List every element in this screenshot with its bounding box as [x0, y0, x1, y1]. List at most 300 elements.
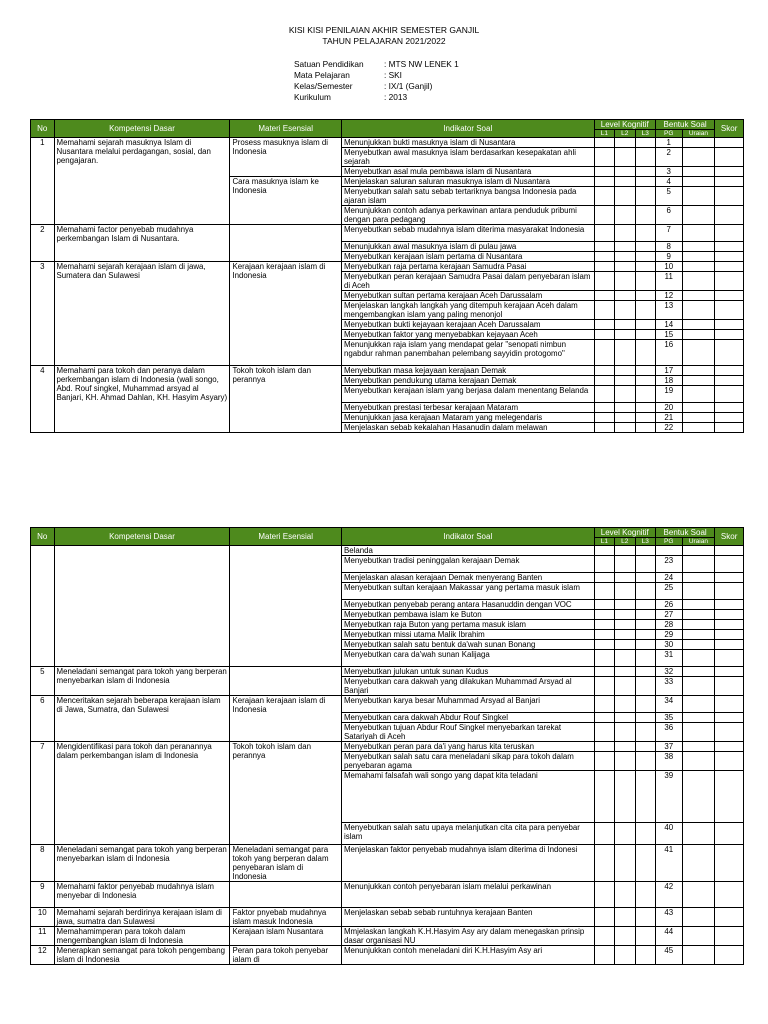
level-cell [594, 403, 614, 413]
meta-key: Satuan Pendidikan [294, 59, 364, 69]
level-cell [615, 556, 635, 573]
skor-cell [715, 340, 744, 366]
level-cell [635, 630, 655, 640]
skor-cell [715, 583, 744, 600]
indicator-continuation: Belanda [341, 546, 594, 556]
indicator-cell: Menyebutkan sultan pertama kerajaan Aceh Darussalam [341, 291, 594, 301]
skor-cell [715, 413, 744, 423]
kompetensi-dasar-cell: Memahami factor penyebab mudahnya perkembangan Islam di Nusantara. [54, 225, 230, 262]
skor-cell [715, 640, 744, 650]
level-cell [615, 376, 635, 386]
level-cell [635, 723, 655, 742]
skor-cell [715, 423, 744, 433]
row-number: 8 [31, 845, 55, 882]
level-cell [615, 423, 635, 433]
level-cell [635, 376, 655, 386]
skor-cell [715, 376, 744, 386]
indicator-cell: Memahami falsafah wali songo yang dapat kita teladani [341, 771, 594, 823]
meta-row [294, 70, 459, 81]
pg-number: 21 [655, 413, 682, 423]
materi-esensial-cell [230, 225, 341, 262]
uraian-cell [682, 696, 715, 713]
level-cell [594, 845, 614, 882]
row-number: 4 [31, 366, 55, 433]
level-cell [615, 206, 635, 225]
skor-cell [715, 252, 744, 262]
skor-cell [715, 882, 744, 908]
level-cell [594, 225, 614, 242]
header-kompetensi-dasar: Kompetensi Dasar [54, 528, 230, 546]
level-cell [594, 167, 614, 177]
materi-esensial-cell: Tokoh tokoh islam dan perannya [230, 366, 341, 433]
level-cell [635, 138, 655, 148]
level-cell [615, 366, 635, 376]
level-cell [635, 742, 655, 752]
uraian-cell [682, 206, 715, 225]
kompetensi-dasar-cell [54, 546, 230, 667]
kompetensi-dasar-cell: Memahami sejarah masuknya Islam di Nusantara melalui perdagangan, sosial, dan pengajaran. [54, 138, 230, 225]
level-cell [594, 573, 614, 583]
header-bentuk-soal: Bentuk Soal [655, 120, 714, 130]
materi-esensial-cell: Kerajaan kerajaan islam di Indonesia [230, 262, 341, 366]
pg-number: 23 [655, 556, 682, 573]
row-number: 5 [31, 667, 55, 696]
uraian-cell [682, 138, 715, 148]
header-materi-esensial: Materi Esensial [230, 120, 341, 138]
level-cell [615, 610, 635, 620]
table-body-page-1 [31, 138, 744, 433]
pg-number: 28 [655, 620, 682, 630]
pg-number: 4 [655, 177, 682, 187]
level-cell [635, 340, 655, 366]
header-l2: L2 [615, 130, 635, 138]
table-row [31, 927, 744, 946]
indicator-cell: Menyebutkan peran para da'i yang harus kita teruskan [341, 742, 594, 752]
header-pg: PG [655, 130, 682, 138]
uraian-cell [682, 630, 715, 640]
indicator-cell: Menjelaskan saluran saluran masuknya islam di Nusantara [341, 177, 594, 187]
indicator-cell: Menjelaskan faktor penyebab mudahnya islam diterima di Indonesi [341, 845, 594, 882]
pg-number: 16 [655, 340, 682, 366]
level-cell [615, 600, 635, 610]
level-cell [615, 640, 635, 650]
pg-number: 7 [655, 225, 682, 242]
level-cell [615, 696, 635, 713]
table-row [31, 225, 744, 242]
pg-number: 33 [655, 677, 682, 696]
level-cell [594, 242, 614, 252]
grid-table-page-1 [30, 119, 744, 433]
level-cell [594, 908, 614, 927]
indicator-cell: Menyebutkan pembawa islam ke Buton [341, 610, 594, 620]
level-cell [615, 413, 635, 423]
level-cell [635, 882, 655, 908]
level-cell [615, 752, 635, 771]
level-cell [615, 252, 635, 262]
meta-value: : MTS NW LENEK 1 [384, 59, 459, 69]
indicator-cell: Menunjukkan awal masuknya islam di pulau jawa [341, 242, 594, 252]
materi-esensial-cell: Kerajaan kerajaan islam di Indonesia [230, 696, 341, 742]
indicator-cell: Menyebutkan cara da'wah sunan Kalijaga [341, 650, 594, 667]
skor-cell [715, 667, 744, 677]
level-cell [594, 556, 614, 573]
level-cell [635, 301, 655, 320]
uraian-cell [682, 291, 715, 301]
level-cell [635, 187, 655, 206]
level-cell [615, 620, 635, 630]
uraian-cell [682, 752, 715, 771]
header-level-kognitif: Level Kognitif [594, 120, 655, 130]
indicator-cell: Menyebutkan pendukung utama kerajaan Demak [341, 376, 594, 386]
pg-number: 15 [655, 330, 682, 340]
level-cell [594, 262, 614, 272]
level-cell [615, 330, 635, 340]
pg-number: 34 [655, 696, 682, 713]
level-cell [635, 752, 655, 771]
uraian-cell [682, 320, 715, 330]
indicator-cell: Menyebutkan salah satu sebab tertariknya bangsa Indonesia pada ajaran islam [341, 187, 594, 206]
indicator-cell: Menyebutkan faktor yang menyebabkan kejayaan Aceh [341, 330, 594, 340]
level-cell [635, 908, 655, 927]
pg-number: 24 [655, 573, 682, 583]
pg-number: 18 [655, 376, 682, 386]
header-l3: L3 [635, 538, 655, 546]
level-cell [635, 610, 655, 620]
uraian-cell [682, 713, 715, 723]
skor-cell [715, 546, 744, 556]
level-cell [594, 376, 614, 386]
uraian-cell [682, 386, 715, 403]
indicator-cell: Menyebutkan salah satu upaya melanjutkan cita cita para penyebar islam [341, 823, 594, 845]
header-bentuk-soal: Bentuk Soal [655, 528, 714, 538]
pg-number: 11 [655, 272, 682, 291]
indicator-cell: Menyebutkan salah satu cara meneladani sikap para tokoh dalam penyebaran agama [341, 752, 594, 771]
table-header [31, 120, 744, 138]
uraian-cell [682, 771, 715, 823]
pg-number: 36 [655, 723, 682, 742]
skor-cell [715, 742, 744, 752]
level-cell [635, 946, 655, 965]
skor-cell [715, 225, 744, 242]
level-cell [635, 403, 655, 413]
level-cell [635, 927, 655, 946]
skor-cell [715, 301, 744, 320]
header-skor: Skor [715, 120, 744, 138]
skor-cell [715, 713, 744, 723]
uraian-cell [682, 946, 715, 965]
skor-cell [715, 610, 744, 620]
indicator-cell: Menjelaskan sebab kekalahan Hasanudin dalam melawan [341, 423, 594, 433]
level-cell [615, 771, 635, 823]
header-l3: L3 [635, 130, 655, 138]
uraian-cell [682, 262, 715, 272]
uraian-cell [682, 677, 715, 696]
level-cell [594, 723, 614, 742]
row-number: 2 [31, 225, 55, 262]
uraian-cell [682, 330, 715, 340]
pg-number: 31 [655, 650, 682, 667]
pg-number: 32 [655, 667, 682, 677]
level-cell [615, 723, 635, 742]
pg-number: 13 [655, 301, 682, 320]
pg-number: 2 [655, 148, 682, 167]
table-row [31, 742, 744, 752]
indicator-cell: Menyebutkan kerajaan islam yang berjasa dalam menentang Belanda [341, 386, 594, 403]
header-l2: L2 [615, 538, 635, 546]
level-cell [594, 413, 614, 423]
header-materi-esensial: Materi Esensial [230, 528, 341, 546]
materi-esensial-cell: Cara masuknya islam ke Indonesia [230, 177, 341, 225]
level-cell [594, 366, 614, 376]
skor-cell [715, 723, 744, 742]
level-cell [594, 206, 614, 225]
level-cell [594, 667, 614, 677]
uraian-cell [682, 413, 715, 423]
skor-cell [715, 927, 744, 946]
skor-cell [715, 366, 744, 376]
indicator-cell: Menunjukkan contoh adanya perkawinan antara penduduk pribumi dengan para pedagang [341, 206, 594, 225]
level-cell [594, 291, 614, 301]
indicator-cell: Menyebutkan karya besar Muhammad Arsyad al Banjari [341, 696, 594, 713]
uraian-cell [682, 845, 715, 882]
pg-number: 3 [655, 167, 682, 177]
level-cell [594, 927, 614, 946]
indicator-cell: Menyebutkan cara dakwah yang dilakukan Muhammad Arsyad al Banjari [341, 677, 594, 696]
kompetensi-dasar-cell: Meneladani semangat para tokoh yang berperan menyebarkan islam di Indonesia [54, 845, 230, 882]
table-body-page-2 [31, 546, 744, 965]
level-cell [594, 386, 614, 403]
level-cell [594, 546, 614, 556]
indicator-cell: Menyebutkan sebab mudahnya islam diterima masyarakat Indonesia [341, 225, 594, 242]
kompetensi-dasar-cell: Menceritakan sejarah beberapa kerajaan islam di Jawa, Sumatra, dan Sulawesi [54, 696, 230, 742]
level-cell [594, 252, 614, 262]
row-number: 12 [31, 946, 55, 965]
row-number: 10 [31, 908, 55, 927]
level-cell [635, 386, 655, 403]
pg-number: 17 [655, 366, 682, 376]
indicator-cell: Menyebutkan kerajaan islam pertama di Nusantara [341, 252, 594, 262]
level-cell [635, 225, 655, 242]
pg-number: 41 [655, 845, 682, 882]
level-cell [635, 206, 655, 225]
indicator-cell: Menyebutkan penyebab perang antara Hasanuddin dengan VOC [341, 600, 594, 610]
level-cell [594, 177, 614, 187]
skor-cell [715, 291, 744, 301]
pg-number: 45 [655, 946, 682, 965]
uraian-cell [682, 252, 715, 262]
level-cell [635, 640, 655, 650]
kompetensi-dasar-cell: Memahami para tokoh dan peranya dalam perkembangan islam di Indonesia (wali songo, Abd. Rouf singkel, Muhammad arsyad al Banjari, KH. Ahmad Dahlan, KH. Hasyim Asyary) [54, 366, 230, 433]
uraian-cell [682, 177, 715, 187]
level-cell [594, 713, 614, 723]
level-cell [635, 620, 655, 630]
skor-cell [715, 167, 744, 177]
indicator-cell: Mmjelaskan langkah K.H.Hasyim Asy ary dalam menegaskan prinsip dasar organisasi NU [341, 927, 594, 946]
pg-number: 38 [655, 752, 682, 771]
indicator-cell: Menyebutkan sultan kerajaan Makassar yang pertama masuk islam [341, 583, 594, 600]
pg-number: 26 [655, 600, 682, 610]
pg-number: 25 [655, 583, 682, 600]
skor-cell [715, 148, 744, 167]
header-uraian: Uraian [682, 130, 715, 138]
uraian-cell [682, 556, 715, 573]
level-cell [594, 138, 614, 148]
level-cell [615, 138, 635, 148]
level-cell [594, 946, 614, 965]
uraian-cell [682, 423, 715, 433]
header-l1: L1 [594, 538, 614, 546]
level-cell [635, 600, 655, 610]
level-cell [615, 546, 635, 556]
skor-cell [715, 138, 744, 148]
level-cell [635, 262, 655, 272]
meta-row [294, 81, 459, 92]
indicator-cell: Menyebutkan awal masuknya islam berdasarkan kesepakatan ahli sejarah [341, 148, 594, 167]
level-cell [594, 187, 614, 206]
skor-cell [715, 620, 744, 630]
indicator-cell: Menjelaskan sebab sebab runtuhnya kerajaan Banten [341, 908, 594, 927]
indicator-cell: Menyebutkan masa kejayaan kerajaan Demak [341, 366, 594, 376]
indicator-cell: Menyebutkan cara dakwah Abdur Rouf Singkel [341, 713, 594, 723]
level-cell [594, 148, 614, 167]
row-number: 11 [31, 927, 55, 946]
uraian-cell [682, 742, 715, 752]
level-cell [615, 272, 635, 291]
grid-table-page-2 [30, 527, 744, 965]
document-subtitle: TAHUN PELAJARAN 2021/2022 [322, 36, 446, 46]
level-cell [615, 177, 635, 187]
uraian-cell [682, 167, 715, 177]
materi-esensial-cell [230, 546, 341, 667]
header-indikator-soal: Indikator Soal [341, 528, 594, 546]
pg-number: 14 [655, 320, 682, 330]
level-cell [594, 583, 614, 600]
indicator-cell: Menyebutkan tujuan Abdur Rouf Singkel menyebarkan tarekat Satariyah di Aceh [341, 723, 594, 742]
level-cell [615, 340, 635, 366]
level-cell [615, 291, 635, 301]
meta-row [294, 92, 459, 103]
level-cell [594, 320, 614, 330]
indicator-cell: Menjelaskan langkah langkah yang ditempuh kerajaan Aceh dalam mengembangkan islam yang paling menonjol [341, 301, 594, 320]
skor-cell [715, 908, 744, 927]
kompetensi-dasar-cell: Meneladani semangat para tokoh yang berperan menyebarkan islam di Indonesia [54, 667, 230, 696]
uraian-cell [682, 376, 715, 386]
uraian-cell [682, 610, 715, 620]
level-cell [635, 423, 655, 433]
level-cell [635, 677, 655, 696]
level-cell [615, 301, 635, 320]
row-number: 6 [31, 696, 55, 742]
level-cell [615, 403, 635, 413]
materi-esensial-cell [230, 882, 341, 908]
uraian-cell [682, 640, 715, 650]
skor-cell [715, 823, 744, 845]
level-cell [635, 272, 655, 291]
header-uraian: Uraian [682, 538, 715, 546]
level-cell [615, 667, 635, 677]
level-cell [594, 620, 614, 630]
materi-esensial-cell: Faktor pnyebab mudahnya islam masuk Indonesia [230, 908, 341, 927]
skor-cell [715, 573, 744, 583]
header-level-kognitif: Level Kognitif [594, 528, 655, 538]
uraian-cell [682, 573, 715, 583]
level-cell [594, 823, 614, 845]
pg-number [655, 546, 682, 556]
level-cell [615, 187, 635, 206]
level-cell [615, 242, 635, 252]
level-cell [594, 677, 614, 696]
uraian-cell [682, 927, 715, 946]
table-row [31, 546, 744, 556]
uraian-cell [682, 225, 715, 242]
uraian-cell [682, 272, 715, 291]
table-row [31, 908, 744, 927]
pg-number: 9 [655, 252, 682, 262]
indicator-cell: Menyebutkan missi utama Malik Ibrahim [341, 630, 594, 640]
indicator-cell: Menyebutkan julukan untuk sunan Kudus [341, 667, 594, 677]
uraian-cell [682, 242, 715, 252]
indicator-cell: Menunjukkan bukti masuknya islam di Nusantara [341, 138, 594, 148]
level-cell [594, 272, 614, 291]
level-cell [635, 330, 655, 340]
header-no: No [31, 120, 55, 138]
level-cell [635, 413, 655, 423]
pg-number: 29 [655, 630, 682, 640]
pg-number: 10 [655, 262, 682, 272]
uraian-cell [682, 583, 715, 600]
pg-number: 30 [655, 640, 682, 650]
level-cell [635, 696, 655, 713]
level-cell [594, 752, 614, 771]
uraian-cell [682, 403, 715, 413]
level-cell [615, 677, 635, 696]
pg-number: 44 [655, 927, 682, 946]
level-cell [594, 742, 614, 752]
level-cell [635, 148, 655, 167]
skor-cell [715, 177, 744, 187]
skor-cell [715, 320, 744, 330]
skor-cell [715, 677, 744, 696]
indicator-cell: Menunjukkan contoh penyebaran islam melalui perkawinan [341, 882, 594, 908]
uraian-cell [682, 908, 715, 927]
uraian-cell [682, 366, 715, 376]
meta-key: Kurikulum [294, 92, 331, 102]
meta-value: : IX/1 (Ganjil) [384, 81, 433, 91]
indicator-cell: Menyebutkan salah satu bentuk da'wah sunan Bonang [341, 640, 594, 650]
level-cell [635, 650, 655, 667]
level-cell [635, 242, 655, 252]
skor-cell [715, 386, 744, 403]
level-cell [635, 177, 655, 187]
kompetensi-dasar-cell: Mengidentifikasi para tokoh dan peranannya dalam perkembangan islam di Indonesia [54, 742, 230, 845]
header-kompetensi-dasar: Kompetensi Dasar [54, 120, 230, 138]
materi-esensial-cell: Meneladani semangat para tokoh yang berperan dalam penyebaran islam di Indonesia [230, 845, 341, 882]
indicator-cell: Menyebutkan prestasi terbesar kerajaan Mataram [341, 403, 594, 413]
header-pg: PG [655, 538, 682, 546]
level-cell [615, 882, 635, 908]
level-cell [615, 650, 635, 667]
level-cell [615, 630, 635, 640]
level-cell [594, 600, 614, 610]
level-cell [615, 225, 635, 242]
table-row [31, 366, 744, 376]
indicator-cell: Menyebutkan tradisi peninggalan kerajaan Demak [341, 556, 594, 573]
skor-cell [715, 242, 744, 252]
level-cell [615, 742, 635, 752]
pg-number: 42 [655, 882, 682, 908]
uraian-cell [682, 620, 715, 630]
level-cell [594, 330, 614, 340]
